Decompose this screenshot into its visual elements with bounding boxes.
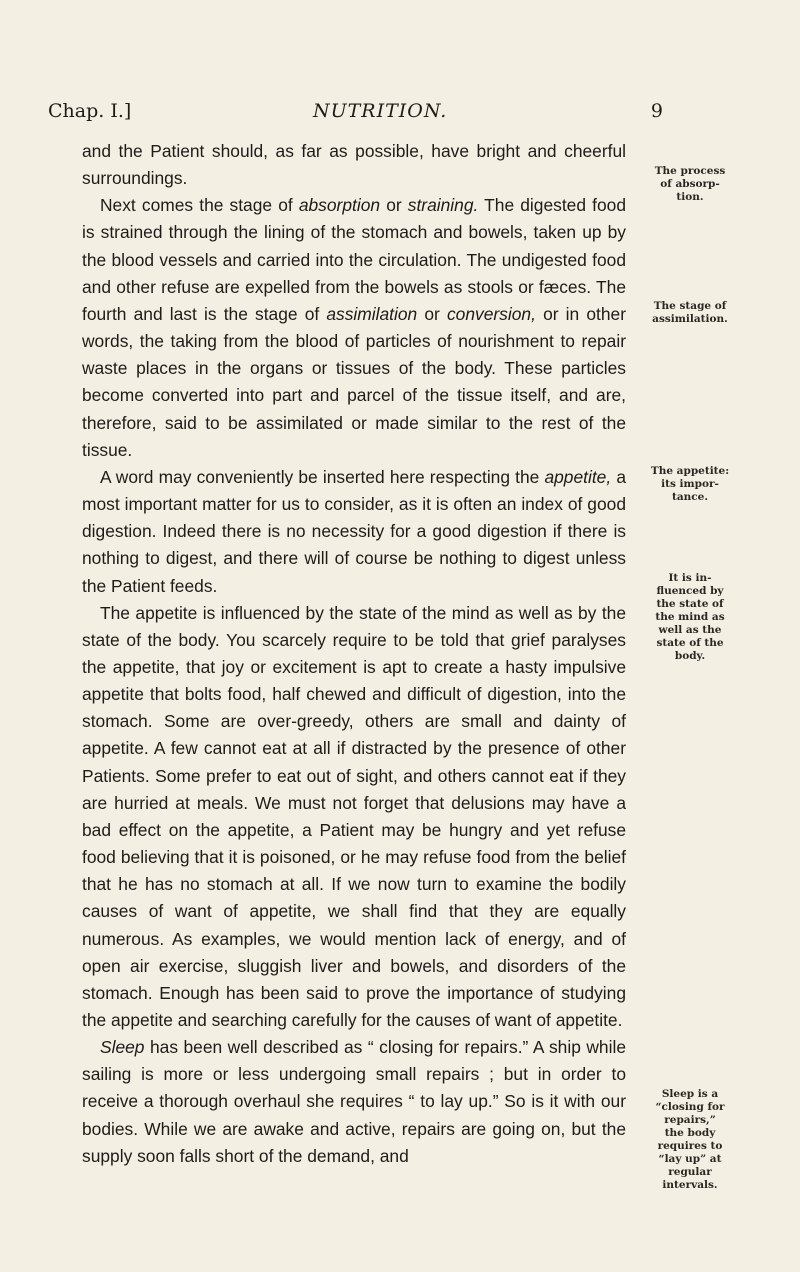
margin-note-assimilation	[635, 300, 745, 326]
margin-note-line: the body	[664, 1127, 716, 1139]
running-header	[48, 100, 663, 130]
italic-term: appetite,	[544, 466, 612, 487]
italic-term: straining.	[407, 195, 479, 216]
margin-note-line: requires to	[657, 1140, 723, 1152]
margin-note-line: state of the	[656, 637, 724, 649]
margin-note-line: repairs,”	[664, 1114, 716, 1126]
italic-term: Sleep	[100, 1037, 145, 1058]
margin-note-influence	[635, 572, 745, 663]
margin-note-line: assimilation.	[652, 313, 728, 325]
margin-note-line: The process	[654, 165, 726, 177]
margin-note-line: the state of	[656, 598, 724, 610]
italic-term: conversion,	[446, 303, 536, 324]
text-run: The digested food is strained through the lining of the stomach and bowels, taken up by the blood vessels and carried into the circulation. The undigested food and other refuse are expelled from the bowels as stools or fæces. The fourth and last is the stage of	[82, 195, 626, 324]
margin-note-line: The appetite:	[650, 465, 730, 477]
margin-note-line: “closing for	[655, 1101, 725, 1113]
paragraph	[82, 192, 626, 464]
paragraph	[82, 138, 626, 192]
page-number: 9	[650, 100, 663, 122]
italic-term: assimilation	[326, 303, 418, 324]
margin-note-line: well as the	[658, 624, 722, 636]
italic-term: absorption	[298, 195, 381, 216]
paragraph	[82, 600, 626, 1035]
text-run: has been well described as “ closing for repairs.” A ship while sailing is more or less undergoing small repairs ; but in order to receive a thorough overhaul she requires “ to lay up.” So is it with our bodies. While we are awake and active, repairs are going on, but the supply soon falls short of the demand, and	[82, 1037, 626, 1166]
margin-note-line: Sleep is a	[661, 1088, 719, 1100]
margin-note-line: the mind as	[655, 611, 725, 623]
margin-note-sleep	[635, 1088, 745, 1192]
margin-note-absorption	[635, 165, 745, 204]
margin-note-line: “lay up” at	[658, 1153, 722, 1165]
margin-note-line: of absorp-	[660, 178, 720, 190]
margin-note-line: The stage of	[653, 300, 727, 312]
text-run: a most important matter for us to consider, as it is often an index of good digestion. Indeed there is no necessity for a good digestion if there is nothing to digest, and there will of course be nothing to digest unless the Patient feeds.	[82, 466, 626, 596]
text-run: or	[417, 303, 447, 324]
margin-note-line: intervals.	[662, 1179, 718, 1191]
margin-note-line: tion.	[676, 191, 704, 203]
paragraph	[82, 464, 626, 600]
margin-note-appetite	[635, 465, 745, 504]
chapter-label: Chap. I.]	[48, 100, 132, 122]
running-title: NUTRITION.	[313, 100, 448, 122]
margin-note-line: body.	[674, 650, 706, 662]
margin-note-line: It is in-	[668, 572, 712, 584]
text-run: or	[380, 195, 408, 216]
margin-note-line: regular	[668, 1166, 712, 1178]
text-run: The appetite is influenced by the state of the mind as well as by the state of the body. You scarcely require to be told that grief paralyses the appetite, that joy or excitement is apt to create a hasty impulsive appetite that bolts food, half chewed and difficult of digestion, into the stomach. Some are over-greedy, others are small and dainty of appetite. A few cannot eat at all if distracted by the presence of other Patients. Some prefer to eat out of sight, and others cannot eat if they are hurried at meals. We must not forget that delusions may have a bad effect on the appetite, a Patient may be hungry and yet refuse food believing that it is poisoned, or he may refuse food from the belief that he has no stomach at all. If we now turn to examine the bodily causes of want of appetite, we shall find that they are equally numerous. As examples, we would mention lack of energy, and of open air exercise, sluggish liver and bowels, and disorders of the stomach. Enough has been said to prove the importance of studying the appetite and searching carefully for the causes of want of appetite.	[82, 602, 626, 1030]
margin-note-line: tance.	[671, 491, 709, 503]
text-run: or in other words, the taking from the blood of particles of nourishment to repair waste places in the organs or tissues of the body. These particles become converted into part and parcel of the tissue itself, and are, therefore, said to be assimilated or made similar to the rest of the tissue.	[82, 303, 626, 460]
text-run: and the Patient should, as far as possible, have bright and cheerful surroundings.	[82, 141, 626, 189]
text-run: Next comes the stage of	[100, 195, 299, 216]
margin-note-line: fluenced by	[656, 585, 724, 597]
paragraph	[82, 1034, 626, 1170]
text-run: A word may conveniently be inserted here respecting the	[100, 466, 545, 487]
body-text	[82, 138, 626, 1170]
margin-note-line: its impor-	[661, 478, 719, 490]
